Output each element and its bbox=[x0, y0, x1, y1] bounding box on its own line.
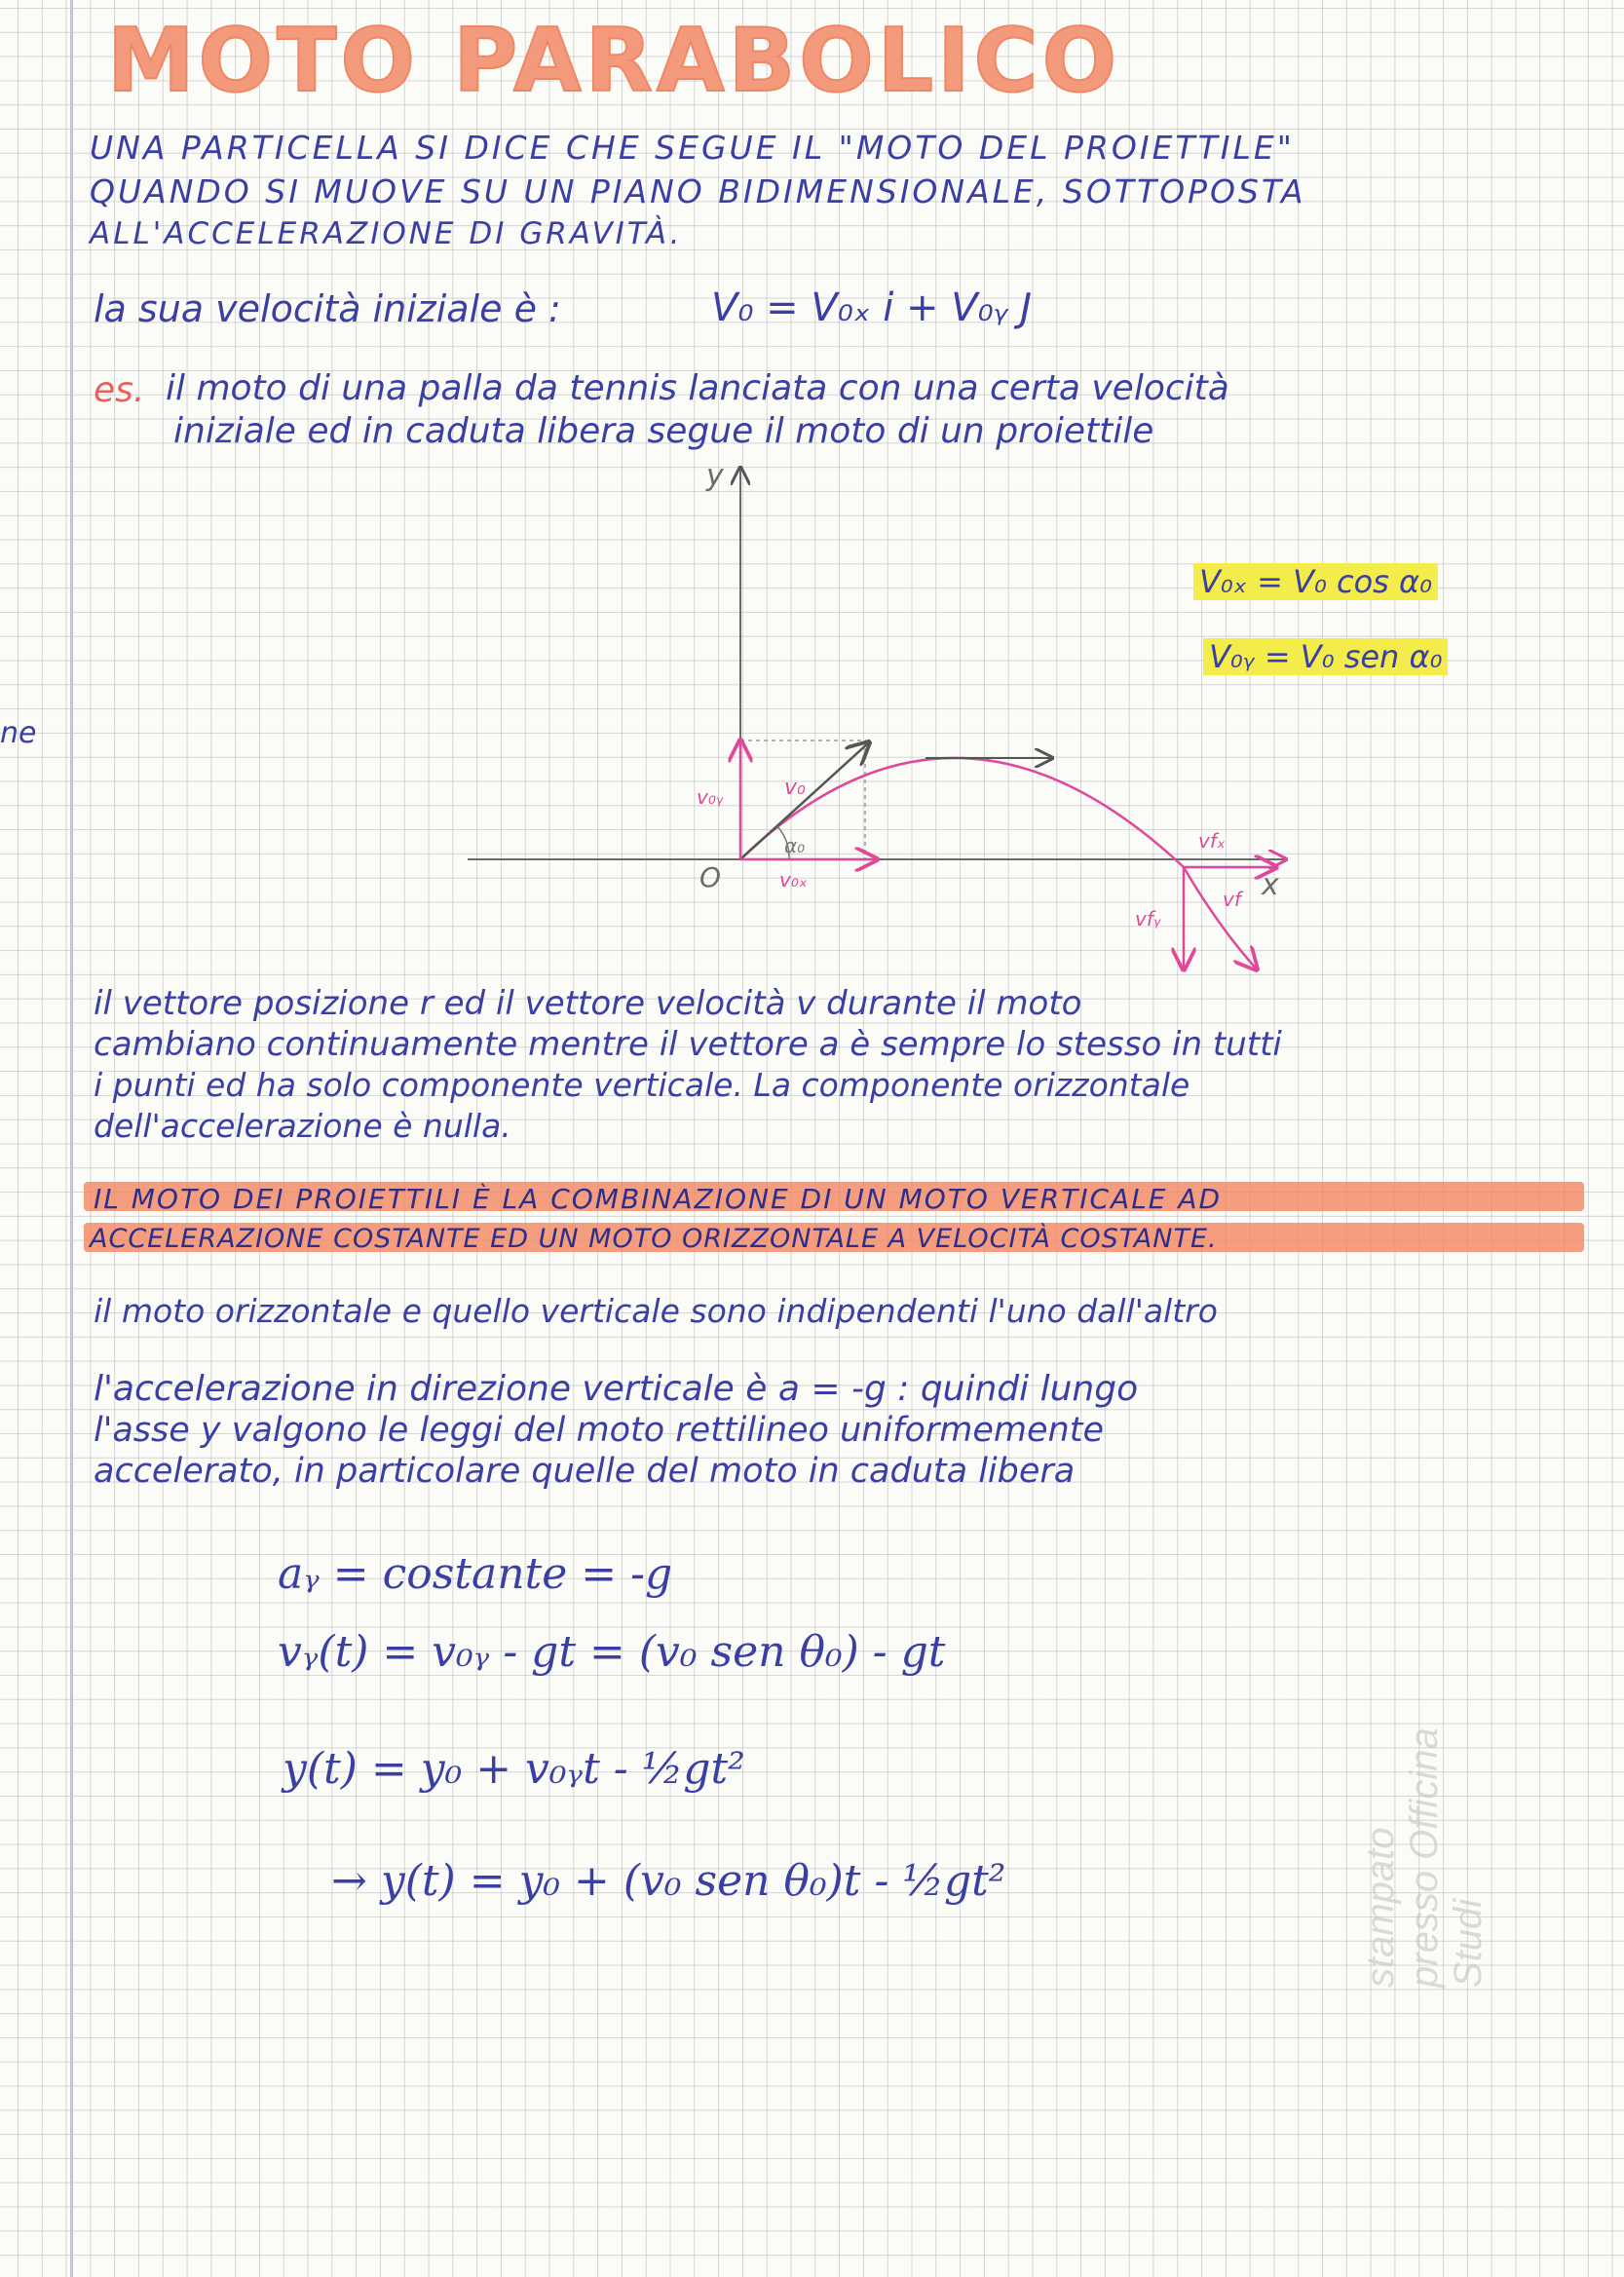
paragraph3-line-1: l'accelerazione in direzione verticale è a = -g : quindi lungo bbox=[94, 1369, 1139, 1409]
equation-4: → y(t) = y₀ + (v₀ sen θ₀)t - ½gt² bbox=[331, 1856, 1006, 1906]
margin-line bbox=[70, 0, 73, 2277]
origin-label: O bbox=[699, 861, 722, 893]
page-title: MOTO PARABOLICO bbox=[107, 10, 1121, 112]
vf-label: vf bbox=[1223, 888, 1241, 911]
initial-velocity-text: la sua velocità iniziale è : bbox=[94, 287, 561, 330]
formula-vox-text: V₀ₓ = V₀ cos α₀ bbox=[1193, 563, 1438, 600]
intro-line-2: QUANDO SI MUOVE SU UN PIANO BIDIMENSIONALE, SOTTOPOSTA bbox=[90, 172, 1306, 210]
intro-line-1: UNA PARTICELLA SI DICE CHE SEGUE IL "MOTO DEL PROIETTILE" bbox=[90, 129, 1295, 167]
equation-3: y(t) = y₀ + v₀ᵧt - ½gt² bbox=[283, 1744, 745, 1794]
side-note: ne bbox=[0, 716, 37, 750]
paragraph2-line-3: i punti ed ha solo componente verticale. La componente orizzontale bbox=[94, 1066, 1190, 1104]
example-line-1: il moto di una palla da tennis lanciata con una certa velocità bbox=[166, 368, 1229, 408]
example-line-2: iniziale ed in caduta libera segue il moto di un proiettile bbox=[173, 411, 1154, 451]
vfy-label: vfᵧ bbox=[1135, 907, 1161, 930]
trajectory-curve bbox=[740, 758, 1184, 867]
angle-label: α₀ bbox=[784, 834, 806, 857]
watermark: stampato presso Officina Studi bbox=[1359, 1727, 1490, 1988]
v0-label: v₀ bbox=[784, 776, 806, 800]
equation-1: aᵧ = costante = -g bbox=[278, 1549, 673, 1599]
formula-voy bbox=[1203, 638, 1448, 675]
paragraph2-line-2: cambiano continuamente mentre il vettore a è sempre lo stesso in tutti bbox=[94, 1025, 1282, 1064]
example-label: es. bbox=[94, 370, 145, 410]
v0x-label: v₀ₓ bbox=[779, 868, 808, 892]
highlight-line-2: ACCELERAZIONE COSTANTE ED UN MOTO ORIZZONTALE A VELOCITÀ COSTANTE. bbox=[90, 1224, 1218, 1254]
vfx-label: vfₓ bbox=[1198, 829, 1226, 853]
paragraph2-line-4: dell'accelerazione è nulla. bbox=[94, 1107, 511, 1145]
trajectory-diagram bbox=[448, 458, 1325, 984]
trajectory-tail bbox=[1184, 867, 1257, 969]
x-axis-label: x bbox=[1262, 868, 1279, 902]
y-axis-label: y bbox=[706, 459, 724, 493]
v0y-label: v₀ᵧ bbox=[697, 785, 724, 809]
formula-vox bbox=[1193, 563, 1438, 600]
initial-velocity-formula: V₀ = V₀ₓ i + V₀ᵧ J bbox=[711, 285, 1033, 330]
intro-line-3: ALL'ACCELERAZIONE DI GRAVITÀ. bbox=[90, 216, 683, 251]
equation-2: vᵧ(t) = v₀ᵧ - gt = (v₀ sen θ₀) - gt bbox=[278, 1627, 946, 1677]
highlight-line-1: IL MOTO DEI PROIETTILI È LA COMBINAZIONE DI UN MOTO VERTICALE AD bbox=[94, 1183, 1223, 1215]
formula-voy-text: V₀ᵧ = V₀ sen α₀ bbox=[1203, 638, 1448, 675]
paragraph3-line-3: accelerato, in particolare quelle del moto in caduta libera bbox=[94, 1452, 1076, 1491]
paragraph3-line-2: l'asse y valgono le leggi del moto rettilineo uniformemente bbox=[94, 1411, 1104, 1450]
paragraph2-line-1: il vettore posizione r ed il vettore velocità v durante il moto bbox=[94, 984, 1082, 1023]
independence-text: il moto orizzontale e quello verticale sono indipendenti l'uno dall'altro bbox=[94, 1292, 1218, 1330]
